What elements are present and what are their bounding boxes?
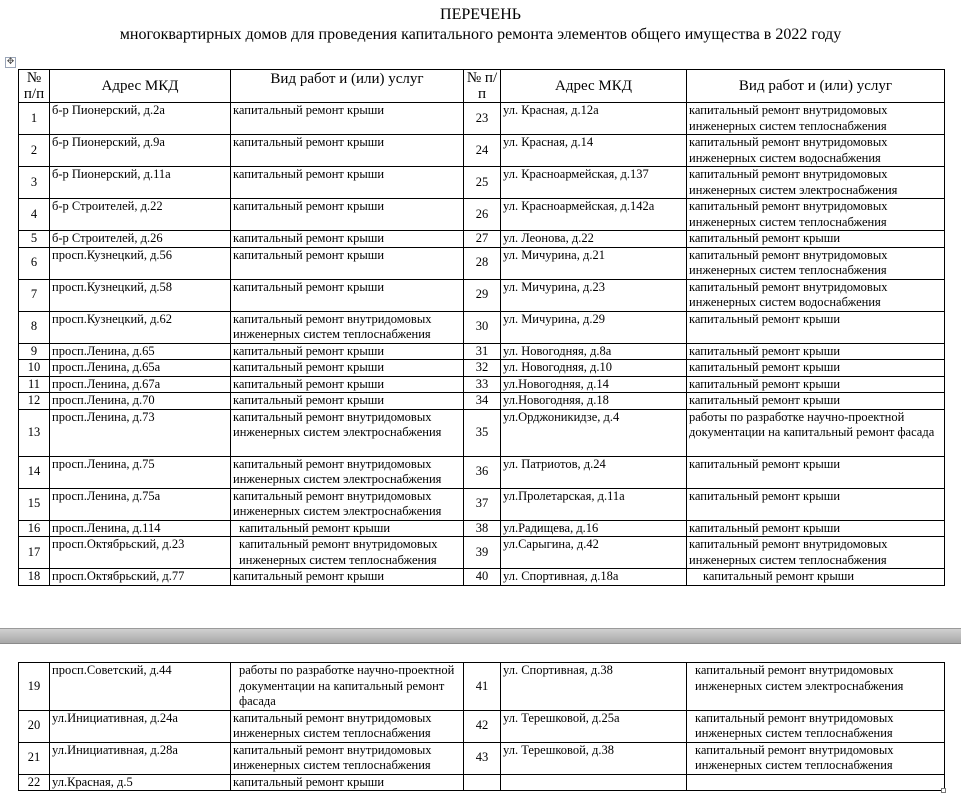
work-type-right: капитальный ремонт внутридомовых инженерных систем водоснабжения [687,135,945,167]
table-header-row [19,70,945,103]
work-type-right: капитальный ремонт внутридомовых инженерных систем электроснабжения [687,663,945,711]
address-right: ул. Красноармейская, д.137 [501,167,687,199]
address-left: б-р Пионерский, д.2а [50,103,231,135]
table-row [19,520,945,537]
row-number-left: 10 [19,360,50,377]
work-type-right: капитальный ремонт крыши [687,311,945,343]
row-number-right: 31 [464,343,501,360]
address-right: ул. Мичурина, д.29 [501,311,687,343]
work-type-right: капитальный ремонт крыши [687,520,945,537]
work-type-left: капитальный ремонт крыши [231,167,464,199]
table-row [19,537,945,569]
work-type-right: работы по разработке научно-проектной документации на капитальный ремонт фасада [687,409,945,456]
work-type-right: капитальный ремонт внутридомовых инженерных систем теплоснабжения [687,537,945,569]
row-number-right: 24 [464,135,501,167]
work-type-right: капитальный ремонт внутридомовых инженерных систем теплоснабжения [687,742,945,774]
address-left: просп.Ленина, д.65а [50,360,231,377]
address-right: ул. Красная, д.14 [501,135,687,167]
document-title: ПЕРЕЧЕНЬ [440,6,521,23]
address-right: ул. Новогодняя, д.8а [501,343,687,360]
address-left: просп.Ленина, д.65 [50,343,231,360]
table-row [19,488,945,520]
work-type-left: капитальный ремонт крыши [231,247,464,279]
row-number-left: 2 [19,135,50,167]
buildings-table-page-1 [18,69,945,586]
work-type-left: капитальный ремонт крыши [231,343,464,360]
work-type-left: капитальный ремонт крыши [231,774,464,791]
address-right: ул. Красная, д.12а [501,103,687,135]
address-left: просп.Ленина, д.67а [50,376,231,393]
row-number-left: 21 [19,742,50,774]
table-row [19,231,945,248]
row-number-right: 28 [464,247,501,279]
work-type-left: капитальный ремонт крыши [231,376,464,393]
address-right [501,774,687,791]
work-type-left: капитальный ремонт крыши [231,103,464,135]
row-number-left: 11 [19,376,50,393]
address-left: ул.Красная, д.5 [50,774,231,791]
work-type-left: капитальный ремонт внутридомовых инженерных систем теплоснабжения [231,710,464,742]
header-address-left: Адрес МКД [50,70,231,103]
row-number-right: 26 [464,199,501,231]
address-left: просп.Октябрьский, д.23 [50,537,231,569]
table-resize-handle[interactable] [941,788,946,793]
work-type-left: капитальный ремонт внутридомовых инженерных систем теплоснабжения [231,311,464,343]
table-row [19,247,945,279]
buildings-table-page-2 [18,662,945,791]
work-type-right [687,774,945,791]
address-left: просп.Кузнецкий, д.56 [50,247,231,279]
row-number-right: 23 [464,103,501,135]
row-number-left: 17 [19,537,50,569]
address-left: просп.Ленина, д.114 [50,520,231,537]
address-left: б-р Строителей, д.26 [50,231,231,248]
table-row [19,742,945,774]
row-number-right [464,774,501,791]
row-number-right: 33 [464,376,501,393]
address-right: ул. Спортивная, д.18а [501,569,687,586]
work-type-left: капитальный ремонт крыши [231,520,464,537]
address-right: ул.Орджоникидзе, д.4 [501,409,687,456]
document-subtitle: многоквартирных домов для проведения капитального ремонта элементов общего имущества в 2022 году [119,26,842,43]
row-number-right: 32 [464,360,501,377]
address-right: ул. Красноармейская, д.142а [501,199,687,231]
row-number-left: 18 [19,569,50,586]
address-right: ул. Новогодняя, д.10 [501,360,687,377]
address-left: просп.Октябрьский, д.77 [50,569,231,586]
row-number-right: 35 [464,409,501,456]
table-row [19,663,945,711]
work-type-left: капитальный ремонт внутридомовых инженерных систем электроснабжения [231,409,464,456]
table-row [19,393,945,410]
address-left: б-р Пионерский, д.11а [50,167,231,199]
row-number-right: 37 [464,488,501,520]
row-number-left: 22 [19,774,50,791]
table-row [19,710,945,742]
work-type-left: работы по разработке научно-проектной документации на капитальный ремонт фасада [231,663,464,711]
row-number-left: 1 [19,103,50,135]
address-left: просп.Ленина, д.75а [50,488,231,520]
row-number-left: 16 [19,520,50,537]
work-type-right: капитальный ремонт внутридомовых инженерных систем теплоснабжения [687,103,945,135]
work-type-right: капитальный ремонт крыши [687,360,945,377]
address-right: ул.Пролетарская, д.11а [501,488,687,520]
row-number-right: 39 [464,537,501,569]
table-row [19,279,945,311]
address-right: ул. Патриотов, д.24 [501,456,687,488]
row-number-left: 6 [19,247,50,279]
row-number-right: 27 [464,231,501,248]
work-type-right: капитальный ремонт внутридомовых инженерных систем водоснабжения [687,279,945,311]
work-type-left: капитальный ремонт внутридомовых инженерных систем теплоснабжения [231,742,464,774]
row-number-right: 40 [464,569,501,586]
row-number-right: 42 [464,710,501,742]
row-number-left: 5 [19,231,50,248]
table-row [19,199,945,231]
header-address-right: Адрес МКД [501,70,687,103]
work-type-right: капитальный ремонт крыши [687,343,945,360]
address-right: ул.Радищева, д.16 [501,520,687,537]
table-row [19,456,945,488]
work-type-left: капитальный ремонт внутридомовых инженерных систем электроснабжения [231,488,464,520]
work-type-left: капитальный ремонт крыши [231,393,464,410]
header-num-left: № п/п [19,70,50,103]
row-number-left: 15 [19,488,50,520]
work-type-right: капитальный ремонт внутридомовых инженерных систем теплоснабжения [687,710,945,742]
work-type-right: капитальный ремонт внутридомовых инженерных систем электроснабжения [687,167,945,199]
row-number-left: 9 [19,343,50,360]
table-row [19,167,945,199]
work-type-left: капитальный ремонт крыши [231,569,464,586]
table-move-handle-icon[interactable]: ✥ [6,57,15,67]
header-work-left: Вид работ и (или) услуг [231,70,464,103]
work-type-left: капитальный ремонт крыши [231,360,464,377]
address-right: ул.Сарыгина, д.42 [501,537,687,569]
row-number-left: 20 [19,710,50,742]
address-left: просп.Ленина, д.70 [50,393,231,410]
table-row [19,774,945,791]
address-right: ул. Леонова, д.22 [501,231,687,248]
table-row [19,343,945,360]
row-number-right: 36 [464,456,501,488]
work-type-left: капитальный ремонт внутридомовых инженерных систем электроснабжения [231,456,464,488]
table-row [19,376,945,393]
row-number-right: 34 [464,393,501,410]
address-left: ул.Инициативная, д.28а [50,742,231,774]
row-number-left: 12 [19,393,50,410]
address-left: просп.Советский, д.44 [50,663,231,711]
row-number-left: 4 [19,199,50,231]
address-left: б-р Пионерский, д.9а [50,135,231,167]
row-number-left: 8 [19,311,50,343]
address-left: б-р Строителей, д.22 [50,199,231,231]
work-type-right: капитальный ремонт крыши [687,393,945,410]
work-type-right: капитальный ремонт крыши [687,456,945,488]
row-number-right: 25 [464,167,501,199]
work-type-right: капитальный ремонт внутридомовых инженерных систем теплоснабжения [687,199,945,231]
row-number-left: 13 [19,409,50,456]
work-type-right: капитальный ремонт крыши [687,231,945,248]
address-left: просп.Ленина, д.75 [50,456,231,488]
address-right: ул.Новогодняя, д.14 [501,376,687,393]
work-type-right: капитальный ремонт крыши [687,376,945,393]
row-number-right: 29 [464,279,501,311]
page-break-gap [0,628,961,644]
address-right: ул. Спортивная, д.38 [501,663,687,711]
address-left: просп.Кузнецкий, д.62 [50,311,231,343]
work-type-right: капитальный ремонт крыши [687,488,945,520]
row-number-left: 7 [19,279,50,311]
work-type-left: капитальный ремонт крыши [231,231,464,248]
table-row [19,311,945,343]
row-number-right: 30 [464,311,501,343]
work-type-left: капитальный ремонт внутридомовых инженерных систем теплоснабжения [231,537,464,569]
row-number-right: 38 [464,520,501,537]
table-row [19,103,945,135]
row-number-right: 43 [464,742,501,774]
row-number-left: 14 [19,456,50,488]
address-right: ул. Мичурина, д.21 [501,247,687,279]
header-work-right: Вид работ и (или) услуг [687,70,945,103]
work-type-left: капитальный ремонт крыши [231,199,464,231]
address-right: ул. Терешковой, д.38 [501,742,687,774]
header-num-right: № п/п [464,70,501,103]
address-left: просп.Кузнецкий, д.58 [50,279,231,311]
address-right: ул. Мичурина, д.23 [501,279,687,311]
address-right: ул. Терешковой, д.25а [501,710,687,742]
table-row [19,409,945,456]
work-type-right: капитальный ремонт крыши [687,569,945,586]
row-number-right: 41 [464,663,501,711]
work-type-left: капитальный ремонт крыши [231,279,464,311]
table-row [19,360,945,377]
work-type-left: капитальный ремонт крыши [231,135,464,167]
work-type-right: капитальный ремонт внутридомовых инженерных систем теплоснабжения [687,247,945,279]
row-number-left: 3 [19,167,50,199]
table-row [19,135,945,167]
address-left: ул.Инициативная, д.24а [50,710,231,742]
address-right: ул.Новогодняя, д.18 [501,393,687,410]
address-left: просп.Ленина, д.73 [50,409,231,456]
row-number-left: 19 [19,663,50,711]
table-row [19,569,945,586]
